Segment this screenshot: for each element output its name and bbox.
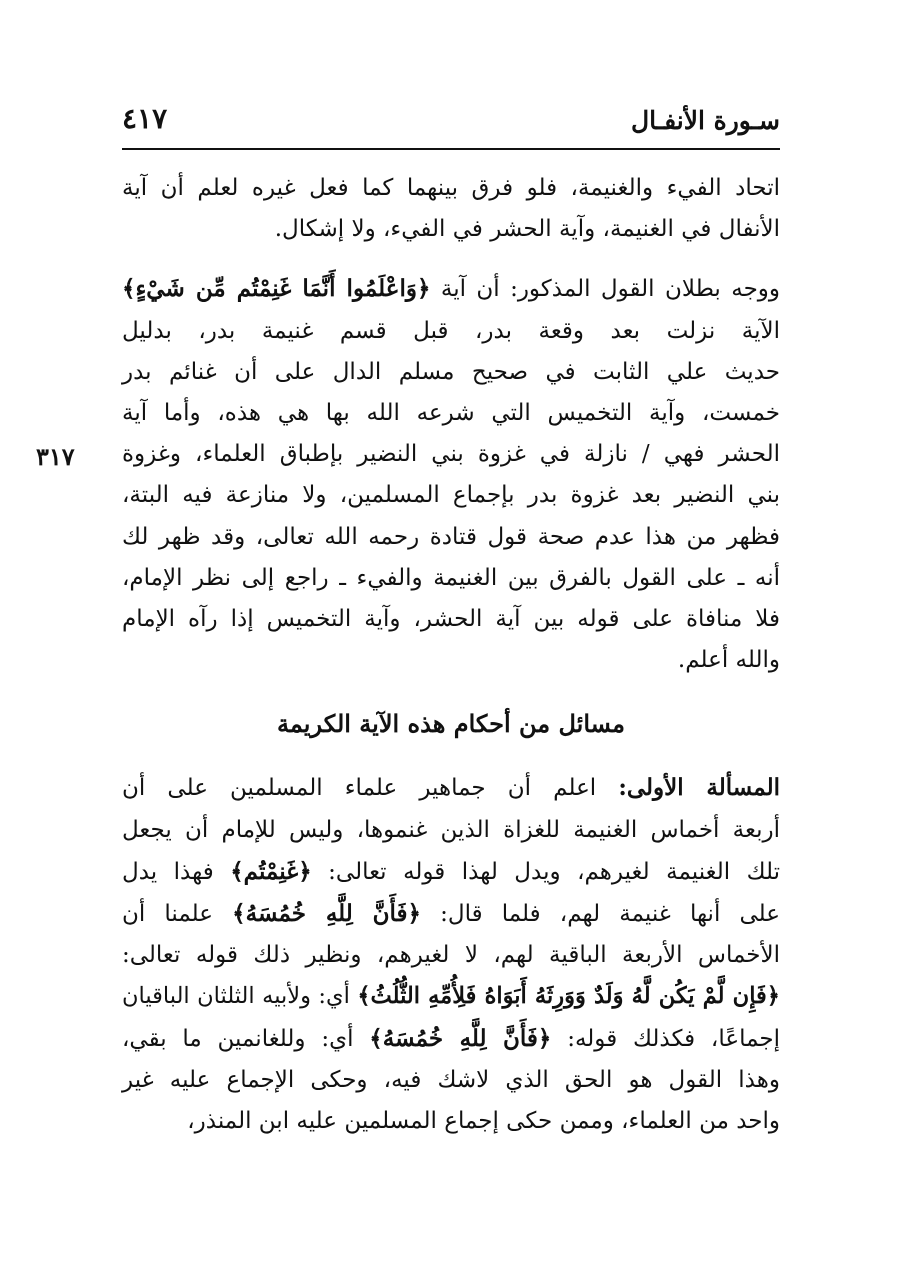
text-line: اتحاد الفيء والغنيمة، فلو فرق بينهما كما فعل غيره لعلم أن آية <box>122 175 780 201</box>
page-number: ٤١٧ <box>122 102 168 135</box>
quran-verse: ﴿فَأَنَّ لِلَّهِ خُمُسَهُ﴾ <box>369 1024 552 1052</box>
text-line <box>122 1018 780 1060</box>
section-heading: مسائل من أحكام هذه الآية الكريمة <box>277 709 625 739</box>
line-text: فهذا يدل <box>122 858 214 885</box>
text-line: فظهر من هذا عدم صحة قول قتادة رحمه الله تعالى، وقد ظهر لك <box>122 523 780 550</box>
surah-title: سـورة الأنفـال <box>631 106 780 135</box>
line-text: ووجه بطلان القول المذكور: أن آية <box>440 276 780 303</box>
text-line: الأنفال في الغنيمة، وآية الحشر في الفيء، ولا إشكال. <box>274 216 780 243</box>
text-line <box>122 851 780 893</box>
margin-page-number: ٣١٧ <box>36 442 75 471</box>
text-line: الأخماس الأربعة الباقية لهم، لا لغيرهم، ونظير ذلك قوله تعالى: <box>122 942 780 969</box>
line-text: على أنها غنيمة لهم، فلما قال: <box>440 901 780 928</box>
quran-verse: ﴿فَأَنَّ لِلَّهِ خُمُسَهُ﴾ <box>232 900 421 928</box>
page-header <box>122 96 780 150</box>
text-line <box>122 893 780 935</box>
text-line: خمست، وآية التخميس التي شرعه الله بها هي هذه، وأما آية <box>122 400 780 427</box>
text-line: حديث علي الثابت في صحيح مسلم الدال على أن غنائم بدر <box>122 358 780 385</box>
text-line: والله أعلم. <box>677 647 780 674</box>
text-line: واحد من العلماء، وممن حكى إجماع المسلمين عليه ابن المنذر، <box>187 1108 780 1135</box>
quran-verse: ﴿وَاعْلَمُوا أَنَّمَا غَنِمْتُم مِّن شَيْءٍ﴾ <box>122 275 431 303</box>
line-text: أي: ولأبيه الثلثان الباقيان <box>122 983 350 1010</box>
line-text: تلك الغنيمة لغيرهم، ويدل لهذا قوله تعالى: <box>328 858 781 885</box>
quran-verse: ﴿فَإِن لَّمْ يَكُن لَّهُ وَلَدٌ وَوَرِثَهُ أَبَوَاهُ فَلِأُمِّهِ الثُّلُثُ﴾ <box>357 983 780 1010</box>
line-text: اعلم أن جماهير علماء المسلمين على أن <box>122 775 597 802</box>
quran-verse: ﴿غَنِمْتُم﴾ <box>230 857 312 885</box>
text-line: أربعة أخماس الغنيمة للغزاة الذين غنموها، وليس للإمام أن يجعل <box>122 816 780 843</box>
line-text: أي: وللغانمين ما بقي، <box>122 1025 354 1052</box>
text-line <box>122 767 780 809</box>
line-text: علمنا أن <box>122 901 214 928</box>
text-line: أنه ـ على القول بالفرق بين الغنيمة والفيء ـ راجع إلى نظر الإمام، <box>122 564 780 591</box>
line-text: إجماعًا، فكذلك قوله: <box>567 1025 780 1052</box>
text-line: الحشر فهي / نازلة في غزوة بني النضير بإطباق العلماء، وغزوة <box>122 441 780 468</box>
text-line <box>122 976 780 1017</box>
page-body <box>122 168 780 1142</box>
paragraph-3 <box>122 767 780 1142</box>
paragraph-2 <box>122 268 780 681</box>
text-line: الآية نزلت بعد وقعة بدر، قبل قسم غنيمة بدر، بدليل <box>122 317 780 344</box>
text-line: بني النضير بعد غزوة بدر بإجماع المسلمين، ولا منازعة فيه البتة، <box>122 482 780 509</box>
text-line: وهذا القول هو الحق الذي لاشك فيه، وحكى الإجماع عليه غير <box>122 1066 780 1093</box>
paragraph-1 <box>122 168 780 250</box>
issue-title: المسألة الأولى: <box>618 774 780 802</box>
text-line <box>122 268 780 310</box>
text-line: فلا منافاة على قوله بين آية الحشر، وآية التخميس إذا رآه الإمام <box>122 606 780 633</box>
